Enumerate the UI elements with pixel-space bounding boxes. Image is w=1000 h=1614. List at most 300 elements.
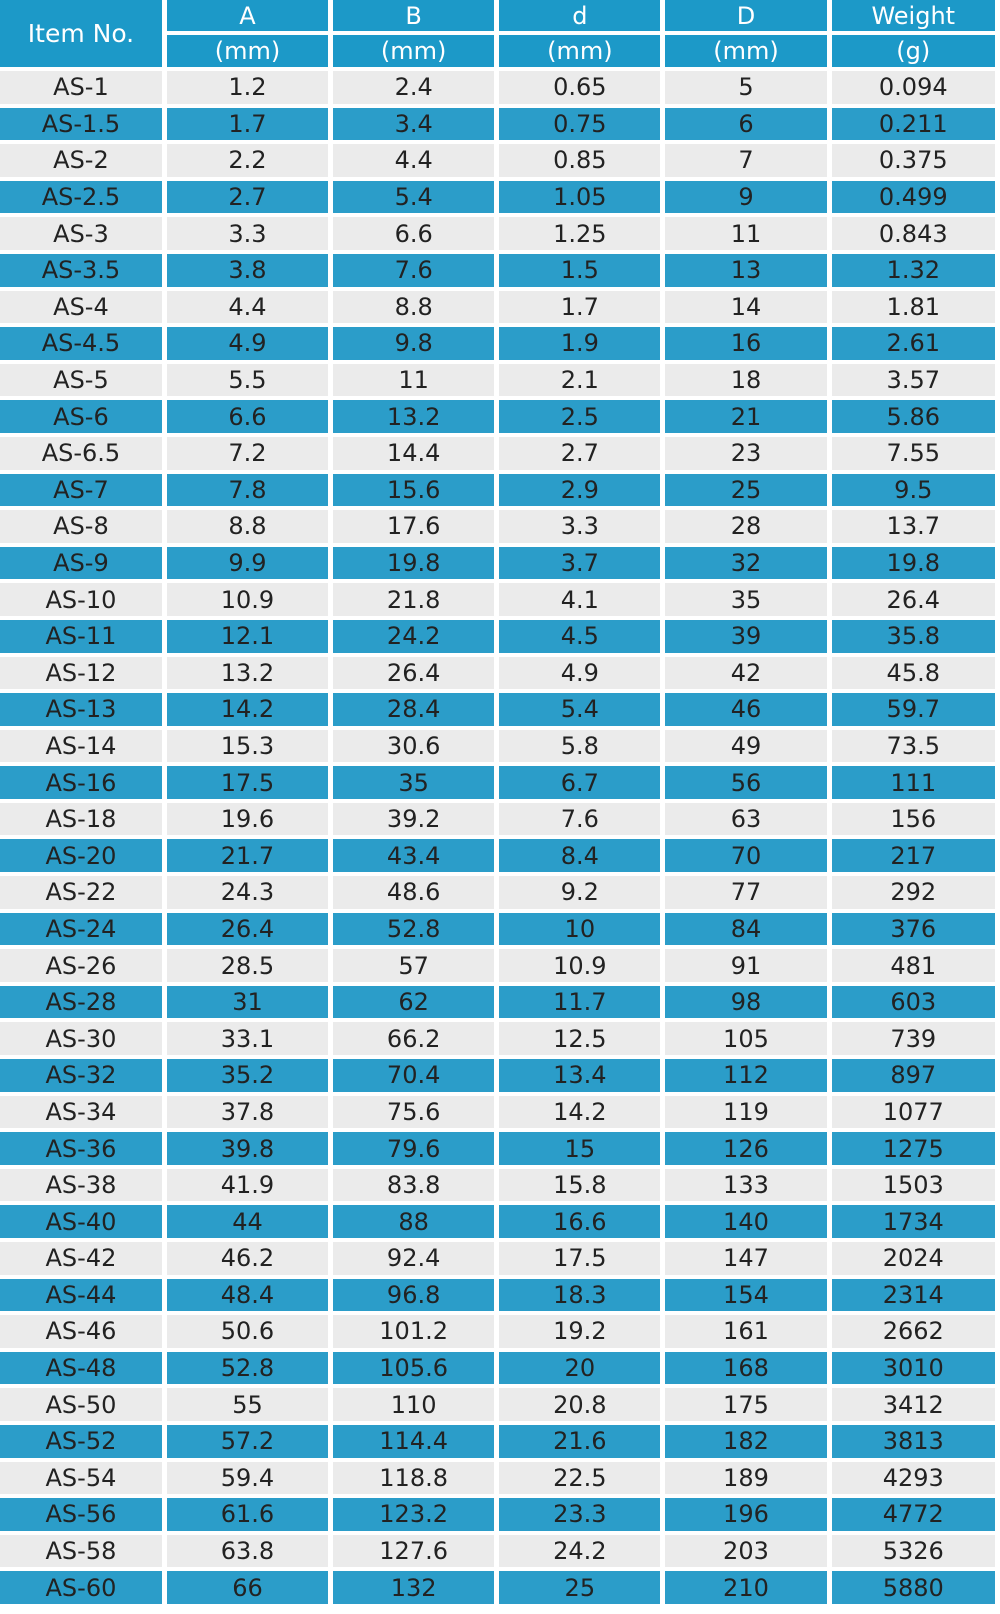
cell-b: 11 [333, 364, 494, 397]
cell-weight: 13.7 [832, 510, 995, 543]
cell-b: 132 [333, 1571, 494, 1604]
cell-a: 7.8 [167, 474, 328, 507]
cell-d-small: 6.7 [499, 766, 660, 799]
cell-b: 9.8 [333, 327, 494, 360]
column-header-b: B [333, 0, 494, 31]
cell-b: 30.6 [333, 730, 494, 763]
cell-d-small: 15 [499, 1132, 660, 1165]
table-row [0, 254, 995, 287]
cell-item-no: AS-22 [0, 876, 162, 909]
column-header-a: A [167, 0, 328, 31]
table-row [0, 327, 995, 360]
unit-d-large: (mm) [665, 35, 826, 67]
cell-weight: 59.7 [832, 693, 995, 726]
cell-weight: 0.375 [832, 144, 995, 177]
cell-d-large: 42 [665, 657, 826, 690]
cell-item-no: AS-52 [0, 1425, 162, 1458]
cell-d-small: 10 [499, 913, 660, 946]
table-row [0, 1535, 995, 1568]
unit-d-small: (mm) [499, 35, 660, 67]
cell-weight: 1.81 [832, 291, 995, 324]
table-row [0, 1352, 995, 1385]
cell-a: 48.4 [167, 1279, 328, 1312]
cell-weight: 2662 [832, 1315, 995, 1348]
table-row [0, 657, 995, 690]
table-row [0, 1279, 995, 1312]
cell-a: 3.3 [167, 217, 328, 250]
cell-d-large: 119 [665, 1096, 826, 1129]
cell-a: 4.4 [167, 291, 328, 324]
cell-d-small: 3.7 [499, 547, 660, 580]
cell-item-no: AS-40 [0, 1205, 162, 1238]
cell-d-small: 1.5 [499, 254, 660, 287]
cell-d-small: 0.75 [499, 108, 660, 141]
cell-b: 19.8 [333, 547, 494, 580]
cell-b: 4.4 [333, 144, 494, 177]
cell-d-large: 196 [665, 1498, 826, 1531]
cell-b: 3.4 [333, 108, 494, 141]
cell-item-no: AS-54 [0, 1462, 162, 1495]
cell-d-small: 1.7 [499, 291, 660, 324]
cell-a: 28.5 [167, 949, 328, 982]
cell-d-small: 9.2 [499, 876, 660, 909]
table-row [0, 547, 995, 580]
cell-b: 35 [333, 766, 494, 799]
table-row [0, 71, 995, 104]
cell-item-no: AS-30 [0, 1022, 162, 1055]
cell-d-small: 5.8 [499, 730, 660, 763]
cell-item-no: AS-34 [0, 1096, 162, 1129]
table-header [0, 0, 995, 67]
cell-d-large: 91 [665, 949, 826, 982]
table-row [0, 437, 995, 470]
cell-weight: 0.094 [832, 71, 995, 104]
cell-item-no: AS-46 [0, 1315, 162, 1348]
cell-a: 8.8 [167, 510, 328, 543]
cell-weight: 481 [832, 949, 995, 982]
cell-d-small: 13.4 [499, 1059, 660, 1092]
cell-weight: 3010 [832, 1352, 995, 1385]
cell-d-large: 98 [665, 986, 826, 1019]
cell-weight: 35.8 [832, 620, 995, 653]
cell-d-small: 23.3 [499, 1498, 660, 1531]
cell-b: 8.8 [333, 291, 494, 324]
cell-b: 48.6 [333, 876, 494, 909]
cell-d-large: 70 [665, 839, 826, 872]
cell-item-no: AS-28 [0, 986, 162, 1019]
cell-weight: 1.32 [832, 254, 995, 287]
cell-d-large: 16 [665, 327, 826, 360]
table-row [0, 876, 995, 909]
cell-d-small: 19.2 [499, 1315, 660, 1348]
cell-weight: 1734 [832, 1205, 995, 1238]
table-row [0, 766, 995, 799]
table-row [0, 1059, 995, 1092]
cell-d-large: 161 [665, 1315, 826, 1348]
cell-item-no: AS-2.5 [0, 181, 162, 214]
cell-item-no: AS-11 [0, 620, 162, 653]
table-row [0, 1571, 995, 1604]
table-row [0, 730, 995, 763]
cell-d-small: 1.25 [499, 217, 660, 250]
cell-d-large: 133 [665, 1169, 826, 1202]
table-row [0, 291, 995, 324]
cell-weight: 376 [832, 913, 995, 946]
cell-item-no: AS-56 [0, 1498, 162, 1531]
table-row [0, 1169, 995, 1202]
table-row [0, 620, 995, 653]
cell-weight: 19.8 [832, 547, 995, 580]
cell-b: 28.4 [333, 693, 494, 726]
cell-weight: 156 [832, 803, 995, 836]
cell-item-no: AS-16 [0, 766, 162, 799]
cell-b: 118.8 [333, 1462, 494, 1495]
cell-b: 62 [333, 986, 494, 1019]
cell-a: 9.9 [167, 547, 328, 580]
cell-weight: 3412 [832, 1388, 995, 1421]
cell-item-no: AS-32 [0, 1059, 162, 1092]
cell-weight: 1503 [832, 1169, 995, 1202]
cell-weight: 1077 [832, 1096, 995, 1129]
cell-b: 110 [333, 1388, 494, 1421]
cell-d-large: 154 [665, 1279, 826, 1312]
cell-weight: 5.86 [832, 400, 995, 433]
cell-a: 31 [167, 986, 328, 1019]
cell-d-large: 21 [665, 400, 826, 433]
cell-b: 70.4 [333, 1059, 494, 1092]
cell-b: 96.8 [333, 1279, 494, 1312]
cell-b: 127.6 [333, 1535, 494, 1568]
cell-item-no: AS-12 [0, 657, 162, 690]
cell-d-large: 175 [665, 1388, 826, 1421]
cell-d-large: 28 [665, 510, 826, 543]
cell-a: 4.9 [167, 327, 328, 360]
cell-b: 52.8 [333, 913, 494, 946]
cell-b: 26.4 [333, 657, 494, 690]
cell-weight: 3813 [832, 1425, 995, 1458]
cell-weight: 3.57 [832, 364, 995, 397]
cell-d-large: 112 [665, 1059, 826, 1092]
cell-d-large: 84 [665, 913, 826, 946]
table-body [0, 71, 995, 1604]
cell-d-large: 14 [665, 291, 826, 324]
column-header-item-no: Item No. [0, 0, 162, 67]
cell-item-no: AS-18 [0, 803, 162, 836]
cell-b: 43.4 [333, 839, 494, 872]
table-row [0, 1132, 995, 1165]
cell-d-large: 203 [665, 1535, 826, 1568]
table-row [0, 1205, 995, 1238]
cell-b: 24.2 [333, 620, 494, 653]
cell-d-small: 14.2 [499, 1096, 660, 1129]
cell-d-large: 182 [665, 1425, 826, 1458]
cell-d-large: 13 [665, 254, 826, 287]
cell-weight: 292 [832, 876, 995, 909]
cell-d-large: 9 [665, 181, 826, 214]
table-row [0, 803, 995, 836]
cell-b: 6.6 [333, 217, 494, 250]
cell-a: 24.3 [167, 876, 328, 909]
cell-a: 52.8 [167, 1352, 328, 1385]
cell-d-small: 4.1 [499, 583, 660, 616]
cell-a: 12.1 [167, 620, 328, 653]
cell-item-no: AS-38 [0, 1169, 162, 1202]
cell-b: 21.8 [333, 583, 494, 616]
table-row [0, 1315, 995, 1348]
cell-d-large: 5 [665, 71, 826, 104]
cell-item-no: AS-36 [0, 1132, 162, 1165]
cell-weight: 45.8 [832, 657, 995, 690]
cell-b: 57 [333, 949, 494, 982]
cell-d-small: 16.6 [499, 1205, 660, 1238]
cell-a: 37.8 [167, 1096, 328, 1129]
cell-item-no: AS-2 [0, 144, 162, 177]
table-row [0, 583, 995, 616]
cell-a: 46.2 [167, 1242, 328, 1275]
cell-item-no: AS-3 [0, 217, 162, 250]
cell-d-small: 22.5 [499, 1462, 660, 1495]
table-row [0, 474, 995, 507]
table-row [0, 1022, 995, 1055]
cell-d-small: 7.6 [499, 803, 660, 836]
cell-d-small: 2.5 [499, 400, 660, 433]
cell-d-small: 1.05 [499, 181, 660, 214]
cell-item-no: AS-4.5 [0, 327, 162, 360]
cell-a: 14.2 [167, 693, 328, 726]
unit-weight: (g) [832, 35, 995, 67]
cell-a: 66 [167, 1571, 328, 1604]
cell-b: 88 [333, 1205, 494, 1238]
cell-a: 10.9 [167, 583, 328, 616]
cell-a: 33.1 [167, 1022, 328, 1055]
cell-weight: 2.61 [832, 327, 995, 360]
cell-d-small: 18.3 [499, 1279, 660, 1312]
cell-weight: 0.211 [832, 108, 995, 141]
cell-weight: 0.843 [832, 217, 995, 250]
cell-d-large: 39 [665, 620, 826, 653]
table-row [0, 108, 995, 141]
cell-weight: 26.4 [832, 583, 995, 616]
cell-weight: 7.55 [832, 437, 995, 470]
cell-weight: 2314 [832, 1279, 995, 1312]
cell-d-large: 147 [665, 1242, 826, 1275]
cell-d-small: 0.65 [499, 71, 660, 104]
table-row [0, 510, 995, 543]
cell-d-large: 32 [665, 547, 826, 580]
cell-a: 41.9 [167, 1169, 328, 1202]
cell-a: 2.7 [167, 181, 328, 214]
table-row [0, 949, 995, 982]
cell-item-no: AS-20 [0, 839, 162, 872]
cell-d-large: 105 [665, 1022, 826, 1055]
cell-a: 57.2 [167, 1425, 328, 1458]
cell-item-no: AS-1.5 [0, 108, 162, 141]
cell-item-no: AS-6.5 [0, 437, 162, 470]
cell-d-small: 20 [499, 1352, 660, 1385]
table-row [0, 144, 995, 177]
table-row [0, 217, 995, 250]
unit-a: (mm) [167, 35, 328, 67]
cell-d-large: 18 [665, 364, 826, 397]
cell-d-small: 3.3 [499, 510, 660, 543]
cell-d-large: 126 [665, 1132, 826, 1165]
cell-b: 114.4 [333, 1425, 494, 1458]
cell-d-small: 2.9 [499, 474, 660, 507]
cell-d-small: 15.8 [499, 1169, 660, 1202]
cell-weight: 897 [832, 1059, 995, 1092]
cell-b: 7.6 [333, 254, 494, 287]
cell-a: 21.7 [167, 839, 328, 872]
cell-item-no: AS-5 [0, 364, 162, 397]
table-row [0, 1242, 995, 1275]
cell-d-small: 25 [499, 1571, 660, 1604]
table-row [0, 1388, 995, 1421]
cell-d-small: 10.9 [499, 949, 660, 982]
cell-d-small: 5.4 [499, 693, 660, 726]
cell-d-large: 63 [665, 803, 826, 836]
cell-weight: 4772 [832, 1498, 995, 1531]
cell-weight: 739 [832, 1022, 995, 1055]
cell-weight: 4293 [832, 1462, 995, 1495]
cell-item-no: AS-6 [0, 400, 162, 433]
cell-b: 5.4 [333, 181, 494, 214]
cell-item-no: AS-42 [0, 1242, 162, 1275]
cell-b: 92.4 [333, 1242, 494, 1275]
cell-item-no: AS-44 [0, 1279, 162, 1312]
cell-item-no: AS-8 [0, 510, 162, 543]
cell-item-no: AS-24 [0, 913, 162, 946]
cell-d-large: 77 [665, 876, 826, 909]
cell-weight: 217 [832, 839, 995, 872]
cell-a: 17.5 [167, 766, 328, 799]
cell-item-no: AS-3.5 [0, 254, 162, 287]
cell-b: 13.2 [333, 400, 494, 433]
cell-d-large: 25 [665, 474, 826, 507]
table-row [0, 839, 995, 872]
cell-d-large: 49 [665, 730, 826, 763]
cell-b: 105.6 [333, 1352, 494, 1385]
cell-item-no: AS-50 [0, 1388, 162, 1421]
cell-b: 79.6 [333, 1132, 494, 1165]
cell-weight: 2024 [832, 1242, 995, 1275]
cell-a: 5.5 [167, 364, 328, 397]
cell-item-no: AS-1 [0, 71, 162, 104]
cell-d-small: 4.9 [499, 657, 660, 690]
table-row [0, 1096, 995, 1129]
column-header-weight: Weight [832, 0, 995, 31]
cell-d-small: 21.6 [499, 1425, 660, 1458]
cell-a: 35.2 [167, 1059, 328, 1092]
cell-item-no: AS-14 [0, 730, 162, 763]
cell-d-large: 23 [665, 437, 826, 470]
cell-a: 39.8 [167, 1132, 328, 1165]
table-row [0, 986, 995, 1019]
cell-b: 2.4 [333, 71, 494, 104]
cell-a: 15.3 [167, 730, 328, 763]
cell-a: 61.6 [167, 1498, 328, 1531]
cell-d-small: 0.85 [499, 144, 660, 177]
cell-d-large: 189 [665, 1462, 826, 1495]
cell-d-large: 11 [665, 217, 826, 250]
cell-a: 2.2 [167, 144, 328, 177]
cell-d-large: 210 [665, 1571, 826, 1604]
cell-a: 59.4 [167, 1462, 328, 1495]
cell-item-no: AS-13 [0, 693, 162, 726]
cell-weight: 5326 [832, 1535, 995, 1568]
cell-d-large: 168 [665, 1352, 826, 1385]
column-header-d-small: d [499, 0, 660, 31]
table-row [0, 693, 995, 726]
table-row [0, 400, 995, 433]
cell-item-no: AS-9 [0, 547, 162, 580]
table-row [0, 1425, 995, 1458]
cell-b: 17.6 [333, 510, 494, 543]
cell-item-no: AS-48 [0, 1352, 162, 1385]
cell-d-small: 20.8 [499, 1388, 660, 1421]
cell-b: 101.2 [333, 1315, 494, 1348]
cell-b: 15.6 [333, 474, 494, 507]
cell-weight: 0.499 [832, 181, 995, 214]
cell-item-no: AS-4 [0, 291, 162, 324]
cell-a: 63.8 [167, 1535, 328, 1568]
cell-a: 55 [167, 1388, 328, 1421]
cell-item-no: AS-7 [0, 474, 162, 507]
cell-item-no: AS-26 [0, 949, 162, 982]
cell-a: 3.8 [167, 254, 328, 287]
cell-a: 1.2 [167, 71, 328, 104]
cell-a: 1.7 [167, 108, 328, 141]
cell-d-large: 7 [665, 144, 826, 177]
cell-weight: 1275 [832, 1132, 995, 1165]
cell-b: 66.2 [333, 1022, 494, 1055]
cell-b: 83.8 [333, 1169, 494, 1202]
cell-weight: 111 [832, 766, 995, 799]
cell-d-large: 140 [665, 1205, 826, 1238]
cell-d-large: 6 [665, 108, 826, 141]
table-row [0, 913, 995, 946]
cell-b: 75.6 [333, 1096, 494, 1129]
cell-weight: 9.5 [832, 474, 995, 507]
cell-item-no: AS-10 [0, 583, 162, 616]
column-header-d-large: D [665, 0, 826, 31]
table-row [0, 181, 995, 214]
cell-a: 19.6 [167, 803, 328, 836]
header-row [0, 0, 995, 31]
cell-item-no: AS-58 [0, 1535, 162, 1568]
table-row [0, 1462, 995, 1495]
cell-d-large: 56 [665, 766, 826, 799]
table-row [0, 1498, 995, 1531]
cell-b: 123.2 [333, 1498, 494, 1531]
table-row [0, 364, 995, 397]
cell-d-small: 2.7 [499, 437, 660, 470]
cell-d-small: 4.5 [499, 620, 660, 653]
unit-b: (mm) [333, 35, 494, 67]
cell-weight: 73.5 [832, 730, 995, 763]
cell-weight: 603 [832, 986, 995, 1019]
cell-b: 39.2 [333, 803, 494, 836]
cell-d-small: 11.7 [499, 986, 660, 1019]
cell-a: 7.2 [167, 437, 328, 470]
cell-weight: 5880 [832, 1571, 995, 1604]
cell-d-large: 35 [665, 583, 826, 616]
cell-d-small: 2.1 [499, 364, 660, 397]
cell-a: 13.2 [167, 657, 328, 690]
cell-d-small: 24.2 [499, 1535, 660, 1568]
cell-a: 44 [167, 1205, 328, 1238]
cell-d-small: 17.5 [499, 1242, 660, 1275]
cell-d-large: 46 [665, 693, 826, 726]
